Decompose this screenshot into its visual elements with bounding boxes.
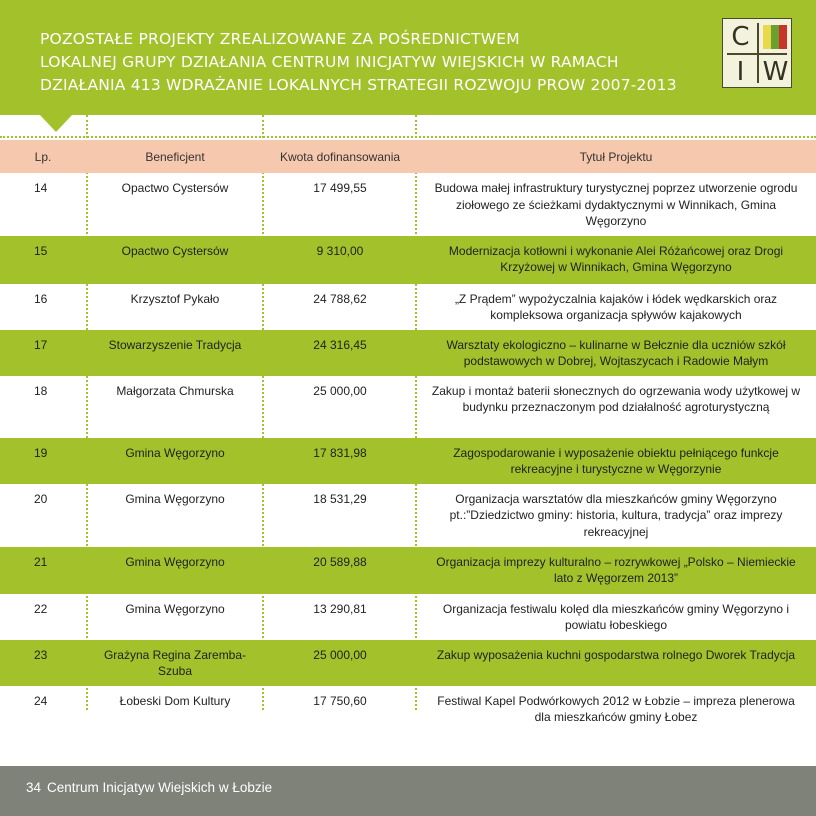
cell-beneficjent: Opactwo Cystersów	[121, 181, 229, 195]
page-number: 34	[26, 780, 42, 795]
cell-tytul: Festiwal Kapel Podwórkowych 2012 w Łobzie – impreza plenerowa dla mieszkańców gminy Łobez	[437, 693, 795, 724]
cell-beneficjent: Stowarzyszenie Tradycja	[86, 330, 264, 376]
top-divider	[0, 136, 816, 138]
cell-tytul: Zakup i montaż baterii słonecznych do ogrzewania wody użytkowej w budynku przeznaczonym pod działalność agroturystyczną	[431, 383, 801, 414]
cell-kwota: 17 750,60	[313, 693, 367, 708]
table-header-row	[0, 140, 816, 173]
cell-beneficjent: Gmina Węgorzyno	[86, 438, 264, 484]
cell-kwota: 18 531,29	[313, 491, 367, 506]
cell-tytul: Organizacja festiwalu kolęd dla mieszkańców gminy Węgorzyno i powiatu łobeskiego	[442, 601, 790, 632]
title-line-2: LOKALNEJ GRUPY DZIAŁANIA CENTRUM INICJATYW WIEJSKICH W RAMACH	[40, 53, 619, 71]
cell-beneficjent: Krzysztof Pykało	[130, 291, 220, 306]
cell-lp: 17	[0, 330, 86, 376]
cell-beneficjent: Małgorzata Chmurska	[116, 383, 234, 398]
cell-lp: 21	[0, 547, 86, 594]
logo-letter-c: C	[731, 21, 750, 52]
logo-flag-icon	[763, 25, 787, 49]
cell-kwota: 9 310,00	[264, 236, 416, 284]
cell-kwota: 25 000,00	[264, 640, 416, 686]
ciw-logo	[722, 18, 792, 88]
cell-kwota: 17 831,98	[264, 438, 416, 484]
cell-beneficjent: Łobeski Dom Kultury	[119, 693, 231, 708]
table-row	[0, 686, 816, 732]
cell-tytul: Zakup wyposażenia kuchni gospodarstwa rolnego Dworek Tradycja	[416, 640, 816, 686]
page-header	[0, 0, 816, 115]
logo-letter-w: W	[762, 56, 789, 87]
table-row	[0, 236, 816, 284]
table-row	[0, 594, 816, 640]
footer-label: Centrum Inicjatyw Wiejskich w Łobzie	[47, 780, 273, 795]
cell-beneficjent: Grażyna Regina Zaremba-Szuba	[86, 640, 264, 686]
table-row	[0, 330, 816, 376]
page-footer	[0, 766, 816, 816]
cell-kwota: 17 499,55	[313, 181, 367, 195]
column-header-lp: Lp.	[0, 140, 86, 173]
table-row	[0, 438, 816, 484]
cell-lp: 14	[34, 181, 48, 195]
footer-text	[26, 780, 278, 795]
cell-lp: 15	[0, 236, 86, 284]
table-row	[0, 284, 816, 330]
cell-tytul: Organizacja warsztatów dla mieszkańców gminy Węgorzyno pt.:”Dziedzictwo gminy: historia, kultura, tradycja” oraz imprezy rekreacyjnej	[449, 491, 783, 539]
title-line-1: POZOSTAŁE PROJEKTY ZREALIZOWANE ZA POŚREDNICTWEM	[40, 30, 520, 48]
table-row	[0, 640, 816, 686]
cell-beneficjent: Opactwo Cystersów	[86, 236, 264, 284]
cell-beneficjent: Gmina Węgorzyno	[125, 601, 225, 616]
cell-lp: 22	[34, 601, 48, 616]
table-row	[0, 173, 816, 236]
cell-lp: 18	[34, 383, 48, 398]
cell-kwota: 24 316,45	[264, 330, 416, 376]
table-row	[0, 484, 816, 547]
cell-tytul: Modernizacja kotłowni i wykonanie Alei Różańcowej oraz Drogi Krzyżowej w Winnikach, Gmina Węgorzyno	[416, 236, 816, 284]
projects-table	[0, 140, 816, 732]
cell-kwota: 20 589,88	[264, 547, 416, 594]
column-header-kwota: Kwota dofinansowania	[264, 140, 416, 173]
cell-beneficjent: Gmina Węgorzyno	[86, 547, 264, 594]
page-title	[40, 28, 700, 97]
logo-letter-i: I	[736, 56, 745, 87]
column-header-tytul: Tytuł Projektu	[416, 140, 816, 173]
cell-lp: 16	[34, 291, 48, 306]
cell-beneficjent: Gmina Węgorzyno	[125, 491, 225, 506]
cell-tytul: „Z Prądem” wypożyczalnia kajaków i łódek wędkarskich oraz kompleksowa organizacja spływów kajakowych	[454, 291, 778, 322]
cell-tytul: Warsztaty ekologiczno – kulinarne w Bełcznie dla uczniów szkół podstawowych w Dobrej, Wojtaszycach i Radowie Małym	[416, 330, 816, 376]
cell-lp: 23	[0, 640, 86, 686]
cell-tytul: Organizacja imprezy kulturalno – rozrywkowej „Polsko – Niemieckie lato z Węgorzem 2013”	[416, 547, 816, 594]
title-line-3: DZIAŁANIA 413 WDRAŻANIE LOKALNYCH STRATEGII ROZWOJU PROW 2007-2013	[40, 76, 677, 94]
header-pointer-icon	[40, 115, 72, 132]
cell-tytul: Zagospodarowanie i wyposażenie obiektu pełniącego funkcje rekreacyjne i turystyczne w Węgorzynie	[416, 438, 816, 484]
cell-lp: 20	[34, 491, 48, 506]
table-row	[0, 376, 816, 438]
cell-kwota: 24 788,62	[313, 291, 367, 306]
cell-lp: 24	[34, 693, 48, 708]
cell-kwota: 13 290,81	[313, 601, 367, 616]
column-header-beneficjent: Beneficjent	[86, 140, 264, 173]
cell-lp: 19	[0, 438, 86, 484]
cell-tytul: Budowa małej infrastruktury turystycznej poprzez utworzenie ogrodu ziołowego ze ścieżkami dydaktycznymi w Winnikach, Gmina Węgorzyno	[434, 181, 798, 228]
table-row	[0, 547, 816, 594]
cell-kwota: 25 000,00	[313, 383, 367, 398]
